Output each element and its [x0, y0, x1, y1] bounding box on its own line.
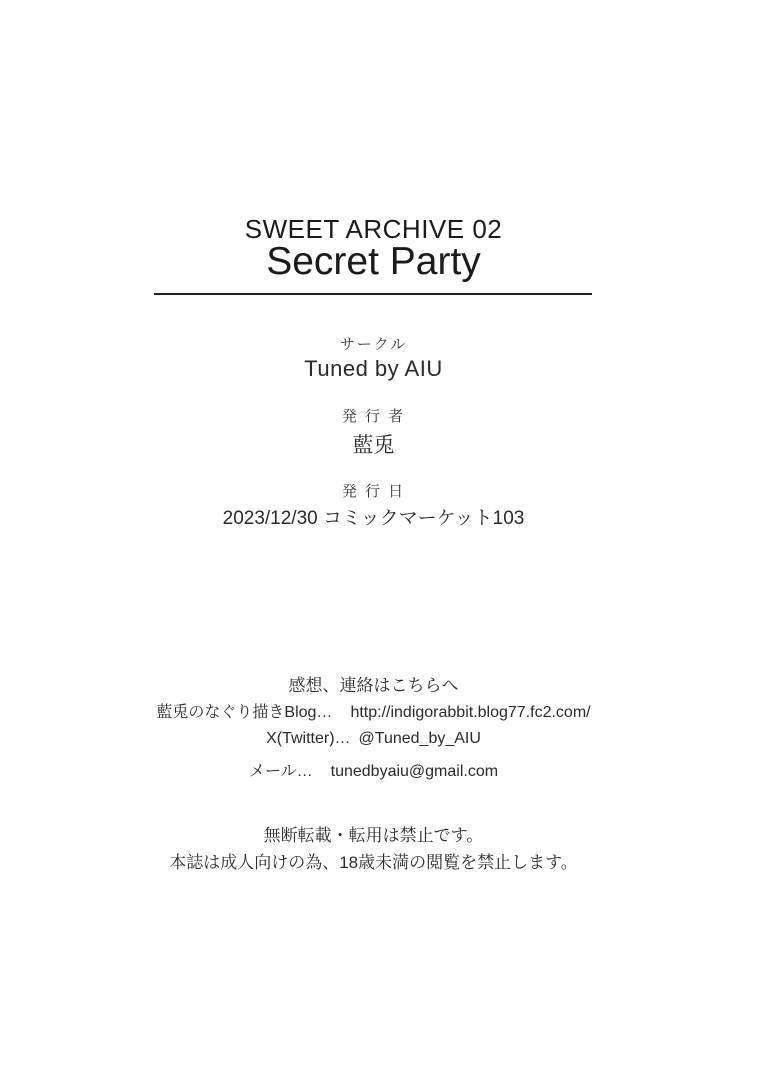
twitter-row	[0, 730, 756, 748]
notice-no-reproduction: 無断転載・転用は禁止です。	[263, 826, 484, 845]
series-title: SWEET ARCHIVE 02	[244, 214, 503, 244]
twitter-label: X(Twitter)…	[266, 730, 351, 747]
email-address: tunedbyaiu@gmail.com	[330, 763, 499, 780]
book-title: Secret Party	[266, 240, 481, 283]
contact-heading: 感想、連絡はこちらへ	[288, 676, 459, 695]
notice-adults-only: 本誌は成人向けの為、18歳未満の閲覧を禁止します。	[169, 853, 578, 872]
circle-label: サークル	[339, 336, 408, 353]
title-divider	[154, 293, 592, 295]
email-label: メール…	[248, 763, 313, 780]
circle-name: Tuned by AIU	[304, 356, 443, 381]
blog-row	[0, 699, 756, 722]
publication-date-value: 2023/12/30 コミックマーケット103	[222, 508, 525, 529]
publisher-label: 発 行 者	[341, 408, 406, 425]
twitter-handle: @Tuned_by_AIU	[358, 730, 481, 747]
publication-date-label: 発 行 日	[341, 483, 406, 500]
blog-url: http://indigorabbit.blog77.fc2.com/	[350, 704, 591, 721]
publisher-name: 藍兎	[352, 434, 395, 457]
email-row	[0, 758, 756, 781]
blog-label: 藍兎のなぐり描きBlog…	[156, 704, 333, 721]
